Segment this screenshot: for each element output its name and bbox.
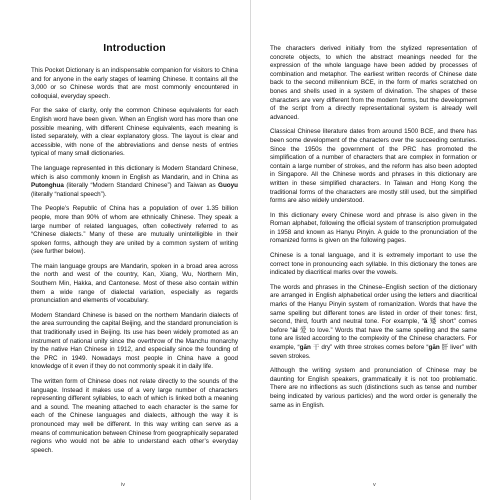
text-run: dry” with three strokes comes before “ <box>319 344 429 351</box>
paragraph: For the sake of clarity, only the common Chinese equivalents for each English word have been given. When an English word has more than one possible meaning, with different Chinese equivalents, each meaning is listed separately, with a clear explanatory gloss. The layout is clear and accessible, with none of the abbreviations and dense nests of entries typical of many small dictionaries. <box>31 107 238 158</box>
paragraph: In this dictionary every Chinese word and phrase is also given in the Roman alphabet, following the official system of transcription promulgated in 1958 and known as Hanyu Pinyin. A guide to the pronunciation of the romanized forms is given on the following pages. <box>270 211 477 245</box>
paragraph-ordering <box>270 284 477 361</box>
paragraph: Classical Chinese literature dates from around 1500 BCE, and there has been some development of the characters over the succeeding centuries. Since the 1950s the government of the PRC has promoted the simplification of a number of characters that are complex in formation or contain a large number of strokes, and the reform has also been adopted in Singapore. All the Chinese words and phrases in this dictionary are written in these simplified characters. In Taiwan and Hong Kong the traditional forms of the characters are mostly still used, but the simplified forms are also widely understood. <box>270 128 477 205</box>
right-page <box>250 0 500 500</box>
example-pinyin: gān <box>428 344 440 351</box>
example-pinyin: gān <box>299 344 311 351</box>
paragraph: Modern Standard Chinese is based on the northern Mandarin dialects of the area surrounding the capital Beijing, and the standard pronunciation is that traditionally used in Beijing. Its use has been widely promoted as an instrument of national unity since the overthrow of the Manchu monarchy by the native Han Chinese in 1912, and especially since the founding of the PRC in 1949. Nowadays most people in China have a good knowledge of it even if they do not commonly speak it in daily life. <box>31 311 238 371</box>
paragraph-language <box>31 165 238 199</box>
text-run: The words and phrases in the Chinese–English section of the dictionary are arranged in English alphabetical order using the letters and diacritical marks of the Hanyu Pinyin system of romanization. Words that have the same spelling but different tones are listed in order of their tones: first, second, third, fourth and neutral tone. For example, “ <box>270 283 477 326</box>
page-number-left: iv <box>121 482 125 488</box>
paragraph: The People’s Republic of China has a population of over 1.35 billion people, more than 90% of whom are ethnically Chinese. They speak a large number of related languages, often collectively referred to as “Chinese dialects.” Many of these are mutually unintelligible in their spoken forms, although they are united by a common system of writing (see further below). <box>31 205 238 256</box>
example-pinyin: ài <box>292 326 298 334</box>
page-number-right: v <box>373 482 376 488</box>
paragraph: The main language groups are Mandarin, spoken in a broad area across the north and west of the country, Kan, Xiang, Wu, Northern Min, Southern Min, Hakka, and Cantonese. Most of these also contain within them a wide range of dialectal variation, especially as regards pronunciation and elements of vocabulary. <box>31 262 238 305</box>
paragraph: This Pocket Dictionary is an indispensable companion for visitors to China and for anyone in the early stages of learning Chinese. It contains all the 3,000 or so Chinese words that are most commonly encountered in colloquial, everyday speech. <box>31 67 238 100</box>
text-run: to love.” Words that have the same spelling and the same tone are listed according to the complexity of the Chinese characters. For example, “ <box>270 326 478 351</box>
term-putonghua: Putonghua <box>31 182 64 190</box>
text-run: short” comes before “ <box>270 318 477 334</box>
example-hanzi: 矮 <box>429 318 438 326</box>
text-run: (literally “Modern Standard Chinese”) and Taiwan as <box>63 182 219 190</box>
paragraph: Chinese is a tonal language, and it is extremely important to use the correct tone in pronouncing each syllable. In this dictionary the tones are indicated by diacritical marks over the vowels. <box>270 252 477 277</box>
paragraph: Although the writing system and pronunciation of Chinese may be daunting for English speakers, grammatically it is not too problematic. There are no inflections as such (distinctions such as tense and number being indicated by various particles) and the word order is generally the same as in English. <box>270 367 477 409</box>
paragraph: The written form of Chinese does not relate directly to the sounds of the language. Instead it makes use of a very large number of characters representing different syllables, to each of which is linked both a meaning and a sound. The meaning attached to each character is the same for each of the Chinese languages and dialects, although the way it is pronounced may well be different. In this way writing can serve as a means of communication between Chinese from geographically separated regions who would not be able to understand each other’s everyday speech. <box>31 378 238 454</box>
example-hanzi: 肝 <box>441 344 449 351</box>
text-run: (literally “national speech”). <box>31 190 107 198</box>
paragraph: The characters derived initially from the stylized representation of concrete objects, to which the abstract meanings needed for the expression of the whole language have been added by processes of combination and metaphor. The earliest written records of Chinese date back to the second millennium BCE, in the form of marks scratched on bones and shells used in a system of divination. The shapes of these characters are very different from the modern forms, but the development of the script from a directly representational system is already well advanced. <box>270 45 477 121</box>
term-guoyu: Guoyu <box>218 182 238 190</box>
text-run: The language represented in this dictionary is Modern Standard Chinese, which is also commonly known in English as Mandarin, and in China as <box>31 164 238 181</box>
text-run: liver” with seven strokes. <box>270 344 478 360</box>
example-pinyin: ǎ <box>423 318 428 326</box>
example-hanzi: 干 <box>312 344 320 351</box>
example-hanzi: 爱 <box>300 326 308 334</box>
page-title: Introduction <box>103 42 166 54</box>
